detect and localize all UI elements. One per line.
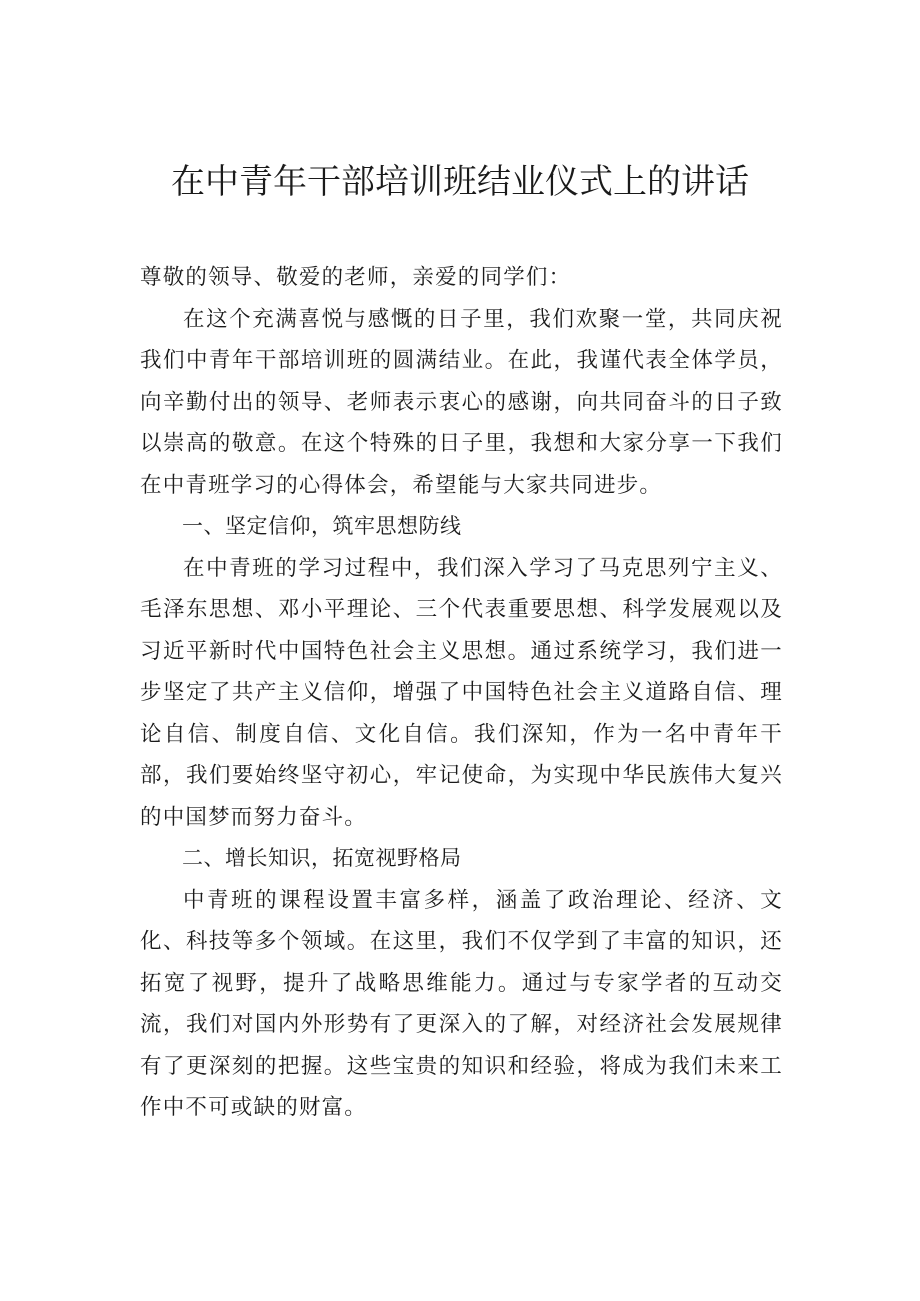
section-2-paragraph: 中青班的课程设置丰富多样，涵盖了政治理论、经济、文化、科技等多个领域。在这里，我们不仅学到了丰富的知识，还拓宽了视野，提升了战略思维能力。通过与专家学者的互动交流，我们对国内外形势有了更深入的了解，对经济社会发展规律有了更深刻的把握。这些宝贵的知识和经验，将成为我们未来工作中不可或缺的财富。 xyxy=(140,887,783,1120)
section-heading-2: 二、增长知识，拓宽视野格局 xyxy=(182,846,462,870)
section-1-paragraph: 在中青班的学习过程中，我们深入学习了马克思列宁主义、毛泽东思想、邓小平理论、三个代表重要思想、科学发展观以及习近平新时代中国特色社会主义思想。通过系统学习，我们进一步坚定了共产主义信仰，增强了中国特色社会主义道路自信、理论自信、制度自信、文化自信。我们深知，作为一名中青年干部，我们要始终坚守初心，牢记使命，为实现中华民族伟大复兴的中国梦而努力奋斗。 xyxy=(140,555,783,830)
document-body xyxy=(140,257,783,1129)
section-heading-1: 一、坚定信仰，筑牢思想防线 xyxy=(182,514,462,538)
salutation: 尊敬的领导、敬爱的老师，亲爱的同学们： xyxy=(140,265,572,290)
document-title: 在中青年干部培训班结业仪式上的讲话 xyxy=(171,162,749,202)
intro-paragraph: 在这个充满喜悦与感慨的日子里，我们欢聚一堂，共同庆祝我们中青年干部培训班的圆满结业。在此，我谨代表全体学员，向辛勤付出的领导、老师表示衷心的感谢，向共同奋斗的日子致以崇高的敬意。在这个特殊的日子里，我想和大家分享一下我们在中青班学习的心得体会，希望能与大家共同进步。 xyxy=(140,306,783,498)
